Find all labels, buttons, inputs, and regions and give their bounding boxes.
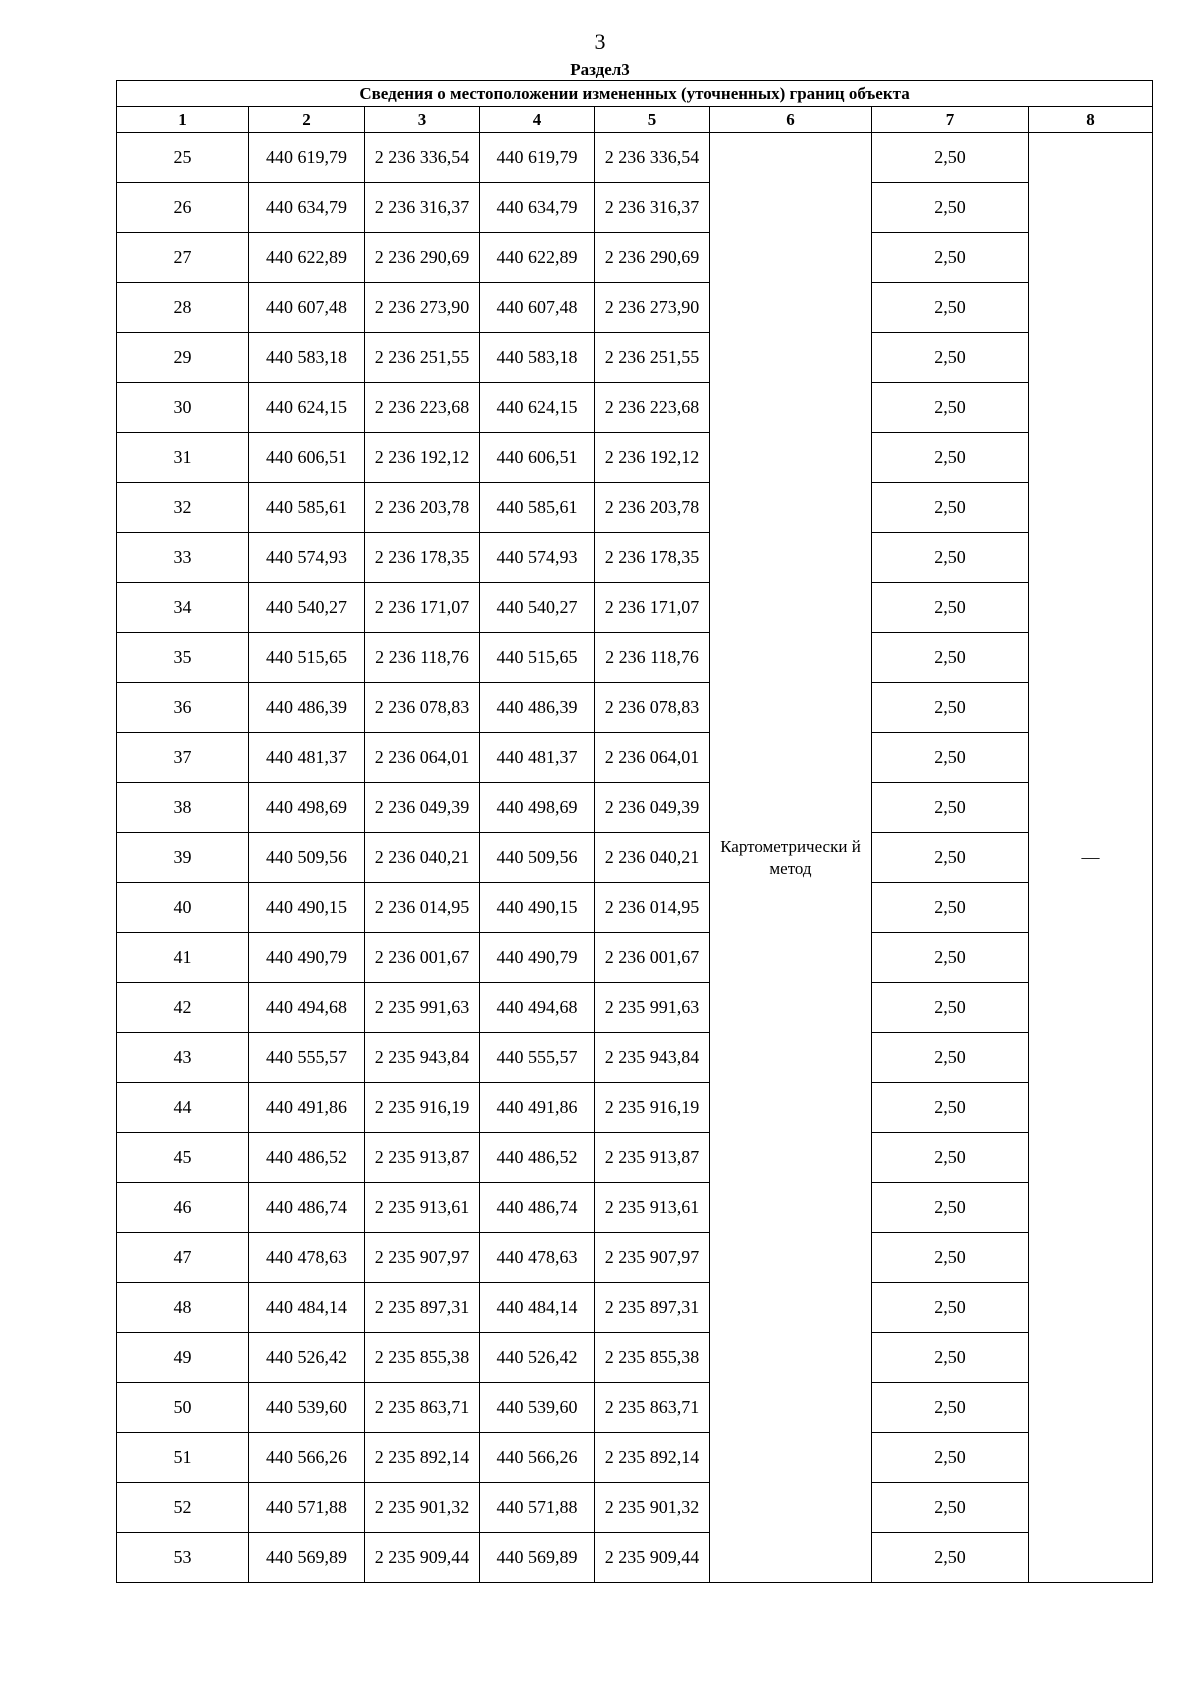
table-row [117,1233,1153,1283]
table-row [117,783,1153,833]
x-coordinate-cell: 440 515,65 [249,633,365,683]
y-coordinate-cell: 2 236 273,90 [365,283,480,333]
point-number-cell: 29 [117,333,249,383]
table-row [117,583,1153,633]
x-coordinate-cell: 440 509,56 [249,833,365,883]
x-coordinate-cell: 440 484,14 [480,1283,595,1333]
x-coordinate-cell: 440 509,56 [480,833,595,883]
point-number-cell: 31 [117,433,249,483]
x-coordinate-cell: 440 478,63 [249,1233,365,1283]
y-coordinate-cell: 2 236 223,68 [365,383,480,433]
point-number-cell: 33 [117,533,249,583]
y-coordinate-cell: 2 236 290,69 [595,233,710,283]
x-coordinate-cell: 440 478,63 [480,1233,595,1283]
table-row [117,1283,1153,1333]
x-coordinate-cell: 440 490,15 [480,883,595,933]
x-coordinate-cell: 440 607,48 [249,283,365,333]
x-coordinate-cell: 440 624,15 [249,383,365,433]
accuracy-cell: 2,50 [872,783,1029,833]
x-coordinate-cell: 440 484,14 [249,1283,365,1333]
y-coordinate-cell: 2 236 273,90 [595,283,710,333]
x-coordinate-cell: 440 571,88 [249,1483,365,1533]
x-coordinate-cell: 440 634,79 [480,183,595,233]
y-coordinate-cell: 2 236 064,01 [595,733,710,783]
point-number-cell: 30 [117,383,249,433]
accuracy-cell: 2,50 [872,233,1029,283]
y-coordinate-cell: 2 236 251,55 [595,333,710,383]
x-coordinate-cell: 440 481,37 [480,733,595,783]
accuracy-cell: 2,50 [872,183,1029,233]
point-number-cell: 26 [117,183,249,233]
x-coordinate-cell: 440 555,57 [480,1033,595,1083]
x-coordinate-cell: 440 491,86 [249,1083,365,1133]
point-number-cell: 36 [117,683,249,733]
table-row [117,1383,1153,1433]
accuracy-cell: 2,50 [872,1183,1029,1233]
accuracy-cell: 2,50 [872,1433,1029,1483]
table-row [117,1133,1153,1183]
accuracy-cell: 2,50 [872,133,1029,183]
y-coordinate-cell: 2 235 913,87 [365,1133,480,1183]
y-coordinate-cell: 2 235 907,97 [595,1233,710,1283]
table-row [117,1083,1153,1133]
y-coordinate-cell: 2 236 014,95 [365,883,480,933]
accuracy-cell: 2,50 [872,1083,1029,1133]
x-coordinate-cell: 440 619,79 [249,133,365,183]
accuracy-cell: 2,50 [872,933,1029,983]
table-row [117,1483,1153,1533]
y-coordinate-cell: 2 236 192,12 [365,433,480,483]
x-coordinate-cell: 440 490,79 [480,933,595,983]
table-row [117,1033,1153,1083]
y-coordinate-cell: 2 236 014,95 [595,883,710,933]
table-row [117,333,1153,383]
x-coordinate-cell: 440 585,61 [480,483,595,533]
point-number-cell: 38 [117,783,249,833]
y-coordinate-cell: 2 236 336,54 [365,133,480,183]
accuracy-cell: 2,50 [872,583,1029,633]
x-coordinate-cell: 440 494,68 [249,983,365,1033]
accuracy-cell: 2,50 [872,1333,1029,1383]
x-coordinate-cell: 440 634,79 [249,183,365,233]
point-number-cell: 46 [117,1183,249,1233]
page-number: 3 [594,29,606,54]
y-coordinate-cell: 2 236 251,55 [365,333,480,383]
table-row [117,383,1153,433]
x-coordinate-cell: 440 486,74 [480,1183,595,1233]
accuracy-cell: 2,50 [872,1133,1029,1183]
y-coordinate-cell: 2 236 001,67 [365,933,480,983]
table-row [117,883,1153,933]
x-coordinate-cell: 440 619,79 [480,133,595,183]
point-number-cell: 44 [117,1083,249,1133]
column-header-5: 5 [595,107,710,133]
accuracy-cell: 2,50 [872,1283,1029,1333]
description-cell: — [1029,133,1153,1583]
point-number-cell: 47 [117,1233,249,1283]
y-coordinate-cell: 2 235 943,84 [595,1033,710,1083]
section-title: Раздел3 [570,60,630,79]
point-number-cell: 41 [117,933,249,983]
accuracy-cell: 2,50 [872,283,1029,333]
x-coordinate-cell: 440 540,27 [249,583,365,633]
point-number-cell: 48 [117,1283,249,1333]
y-coordinate-cell: 2 236 171,07 [365,583,480,633]
y-coordinate-cell: 2 236 178,35 [365,533,480,583]
y-coordinate-cell: 2 235 863,71 [365,1383,480,1433]
y-coordinate-cell: 2 236 178,35 [595,533,710,583]
accuracy-cell: 2,50 [872,633,1029,683]
x-coordinate-cell: 440 490,79 [249,933,365,983]
x-coordinate-cell: 440 491,86 [480,1083,595,1133]
x-coordinate-cell: 440 498,69 [480,783,595,833]
table-row [117,683,1153,733]
y-coordinate-cell: 2 235 901,32 [365,1483,480,1533]
x-coordinate-cell: 440 540,27 [480,583,595,633]
x-coordinate-cell: 440 481,37 [249,733,365,783]
column-header-4: 4 [480,107,595,133]
accuracy-cell: 2,50 [872,733,1029,783]
x-coordinate-cell: 440 526,42 [249,1333,365,1383]
accuracy-cell: 2,50 [872,1033,1029,1083]
table-row [117,1183,1153,1233]
table-row [117,933,1153,983]
x-coordinate-cell: 440 486,52 [480,1133,595,1183]
y-coordinate-cell: 2 235 892,14 [595,1433,710,1483]
accuracy-cell: 2,50 [872,433,1029,483]
y-coordinate-cell: 2 235 863,71 [595,1383,710,1433]
table-row [117,533,1153,583]
x-coordinate-cell: 440 606,51 [480,433,595,483]
y-coordinate-cell: 2 236 203,78 [365,483,480,533]
accuracy-cell: 2,50 [872,533,1029,583]
point-number-cell: 42 [117,983,249,1033]
y-coordinate-cell: 2 236 316,37 [595,183,710,233]
y-coordinate-cell: 2 235 897,31 [595,1283,710,1333]
point-number-cell: 53 [117,1533,249,1583]
column-header-2: 2 [249,107,365,133]
point-number-cell: 28 [117,283,249,333]
accuracy-cell: 2,50 [872,333,1029,383]
x-coordinate-cell: 440 607,48 [480,283,595,333]
x-coordinate-cell: 440 486,39 [480,683,595,733]
y-coordinate-cell: 2 236 316,37 [365,183,480,233]
table-body [117,133,1153,1583]
x-coordinate-cell: 440 515,65 [480,633,595,683]
x-coordinate-cell: 440 574,93 [480,533,595,583]
point-number-cell: 27 [117,233,249,283]
accuracy-cell: 2,50 [872,683,1029,733]
accuracy-cell: 2,50 [872,1483,1029,1533]
point-number-cell: 34 [117,583,249,633]
x-coordinate-cell: 440 569,89 [249,1533,365,1583]
table-row [117,1333,1153,1383]
y-coordinate-cell: 2 236 223,68 [595,383,710,433]
method-cell: Картометрически й метод [710,133,872,1583]
y-coordinate-cell: 2 235 897,31 [365,1283,480,1333]
table-row [117,133,1153,183]
y-coordinate-cell: 2 236 040,21 [365,833,480,883]
x-coordinate-cell: 440 606,51 [249,433,365,483]
point-number-cell: 35 [117,633,249,683]
table-row [117,633,1153,683]
column-header-6: 6 [710,107,872,133]
x-coordinate-cell: 440 574,93 [249,533,365,583]
y-coordinate-cell: 2 236 203,78 [595,483,710,533]
accuracy-cell: 2,50 [872,1383,1029,1433]
column-header-8: 8 [1029,107,1153,133]
x-coordinate-cell: 440 494,68 [480,983,595,1033]
y-coordinate-cell: 2 236 118,76 [365,633,480,683]
y-coordinate-cell: 2 236 001,67 [595,933,710,983]
x-coordinate-cell: 440 622,89 [480,233,595,283]
point-number-cell: 43 [117,1033,249,1083]
y-coordinate-cell: 2 235 909,44 [595,1533,710,1583]
y-coordinate-cell: 2 235 907,97 [365,1233,480,1283]
x-coordinate-cell: 440 569,89 [480,1533,595,1583]
table-row [117,1433,1153,1483]
y-coordinate-cell: 2 236 049,39 [365,783,480,833]
table-row [117,1533,1153,1583]
point-number-cell: 39 [117,833,249,883]
y-coordinate-cell: 2 236 192,12 [595,433,710,483]
x-coordinate-cell: 440 486,74 [249,1183,365,1233]
point-number-cell: 45 [117,1133,249,1183]
point-number-cell: 37 [117,733,249,783]
y-coordinate-cell: 2 235 913,61 [595,1183,710,1233]
accuracy-cell: 2,50 [872,1233,1029,1283]
accuracy-cell: 2,50 [872,383,1029,433]
table-row [117,983,1153,1033]
accuracy-cell: 2,50 [872,883,1029,933]
table-row [117,433,1153,483]
y-coordinate-cell: 2 235 991,63 [365,983,480,1033]
y-coordinate-cell: 2 235 916,19 [365,1083,480,1133]
y-coordinate-cell: 2 236 078,83 [595,683,710,733]
accuracy-cell: 2,50 [872,1533,1029,1583]
y-coordinate-cell: 2 235 943,84 [365,1033,480,1083]
x-coordinate-cell: 440 486,52 [249,1133,365,1183]
table-row [117,233,1153,283]
x-coordinate-cell: 440 622,89 [249,233,365,283]
table-row [117,733,1153,783]
x-coordinate-cell: 440 526,42 [480,1333,595,1383]
table-caption: Сведения о местоположении измененных (уточненных) границ объекта [117,81,1153,107]
x-coordinate-cell: 440 624,15 [480,383,595,433]
point-number-cell: 50 [117,1383,249,1433]
y-coordinate-cell: 2 235 909,44 [365,1533,480,1583]
x-coordinate-cell: 440 539,60 [249,1383,365,1433]
x-coordinate-cell: 440 498,69 [249,783,365,833]
x-coordinate-cell: 440 583,18 [480,333,595,383]
y-coordinate-cell: 2 236 336,54 [595,133,710,183]
x-coordinate-cell: 440 486,39 [249,683,365,733]
table-row [117,183,1153,233]
y-coordinate-cell: 2 236 171,07 [595,583,710,633]
table-row [117,283,1153,333]
column-header-3: 3 [365,107,480,133]
y-coordinate-cell: 2 236 118,76 [595,633,710,683]
point-number-cell: 40 [117,883,249,933]
accuracy-cell: 2,50 [872,983,1029,1033]
boundary-coordinates-table [116,80,1153,1583]
y-coordinate-cell: 2 236 064,01 [365,733,480,783]
y-coordinate-cell: 2 236 290,69 [365,233,480,283]
y-coordinate-cell: 2 235 892,14 [365,1433,480,1483]
point-number-cell: 49 [117,1333,249,1383]
y-coordinate-cell: 2 235 913,61 [365,1183,480,1233]
y-coordinate-cell: 2 236 078,83 [365,683,480,733]
point-number-cell: 52 [117,1483,249,1533]
y-coordinate-cell: 2 235 901,32 [595,1483,710,1533]
x-coordinate-cell: 440 585,61 [249,483,365,533]
y-coordinate-cell: 2 235 991,63 [595,983,710,1033]
column-header-7: 7 [872,107,1029,133]
x-coordinate-cell: 440 571,88 [480,1483,595,1533]
point-number-cell: 51 [117,1433,249,1483]
y-coordinate-cell: 2 236 040,21 [595,833,710,883]
x-coordinate-cell: 440 583,18 [249,333,365,383]
x-coordinate-cell: 440 566,26 [249,1433,365,1483]
column-header-1: 1 [117,107,249,133]
x-coordinate-cell: 440 566,26 [480,1433,595,1483]
y-coordinate-cell: 2 235 913,87 [595,1133,710,1183]
accuracy-cell: 2,50 [872,833,1029,883]
point-number-cell: 32 [117,483,249,533]
y-coordinate-cell: 2 235 916,19 [595,1083,710,1133]
point-number-cell: 25 [117,133,249,183]
accuracy-cell: 2,50 [872,483,1029,533]
x-coordinate-cell: 440 539,60 [480,1383,595,1433]
table-row [117,483,1153,533]
y-coordinate-cell: 2 235 855,38 [365,1333,480,1383]
y-coordinate-cell: 2 236 049,39 [595,783,710,833]
table-row [117,833,1153,883]
x-coordinate-cell: 440 555,57 [249,1033,365,1083]
x-coordinate-cell: 440 490,15 [249,883,365,933]
y-coordinate-cell: 2 235 855,38 [595,1333,710,1383]
